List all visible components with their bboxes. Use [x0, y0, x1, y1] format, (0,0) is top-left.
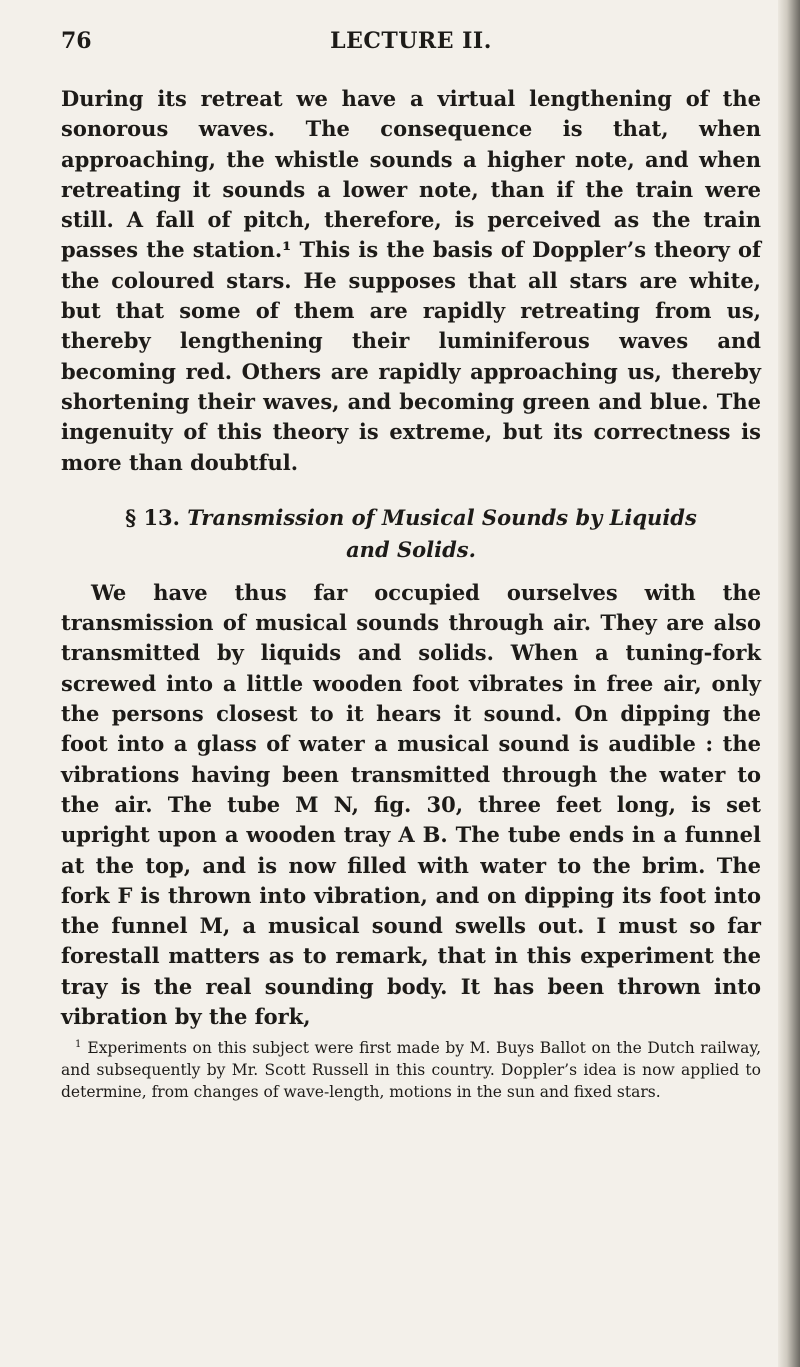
page-edge-shadow [778, 0, 800, 1367]
page-content [52, 0, 770, 1367]
section-heading-line-2 [61, 534, 761, 566]
page-number: 76 [61, 28, 92, 54]
paragraph-transmission: We have thus far occupied ourselves with the transmission of musical sounds through air. They are also transmitted by liquids and solids. When a tuning-fork screwed into a little wooden foot vibrates in free air, only the persons closest to it hears it sound. On dipping the foot into a glass of water a musical sound is audible : the vibrations having been transmitted through the water to the air. The tube M N, fig. 30, three feet long, is set upright upon a wooden tray A B. The tube ends in a funnel at the top, and is now filled with water to the brim. The fork F is thrown into vibration, and on dipping its foot into the funnel M, a musical sound swells out. I must so far forestall matters as to remark, that in this experiment the tray is the real sounding body. It has been thrown into vibration by the fork, [61, 579, 761, 1030]
section-heading-line-1 [61, 502, 761, 534]
body-text [61, 84, 761, 1032]
section-heading [61, 502, 761, 566]
footnote-marker: 1 [75, 1039, 82, 1050]
section-number: § 13. [125, 504, 180, 530]
running-title: LECTURE II. [330, 28, 492, 54]
section-title-line-1: Transmission of Musical Sounds by Liquids [187, 504, 697, 530]
footnote [61, 1034, 761, 1103]
footnote-text: Experiments on this subject were first made by M. Buys Ballot on the Dutch railway, and subsequently by Mr. Scott Russell in this country. Doppler’s idea is now applied to determine, from changes of wave-length, motions in the sun and fixed stars. [61, 1039, 761, 1102]
section-title-line-2: and Solids. [346, 536, 476, 562]
paragraph-continued: During its retreat we have a virtual lengthening of the sonorous waves. The consequence is that, when approaching, the whistle sounds a higher note, and when retreating it sounds a lower note, than if the train were still. A fall of pitch, therefore, is perceived as the train passes the station.¹ This is the basis of Doppler’s theory of the coloured stars. He supposes that all stars are white, but that some of them are rapidly retreating from us, thereby lengthening their luminiferous waves and becoming red. Others are rapidly approaching us, thereby shortening their waves, and becoming green and blue. The ingenuity of this theory is extreme, but its correctness is more than doubtful. [61, 86, 761, 475]
